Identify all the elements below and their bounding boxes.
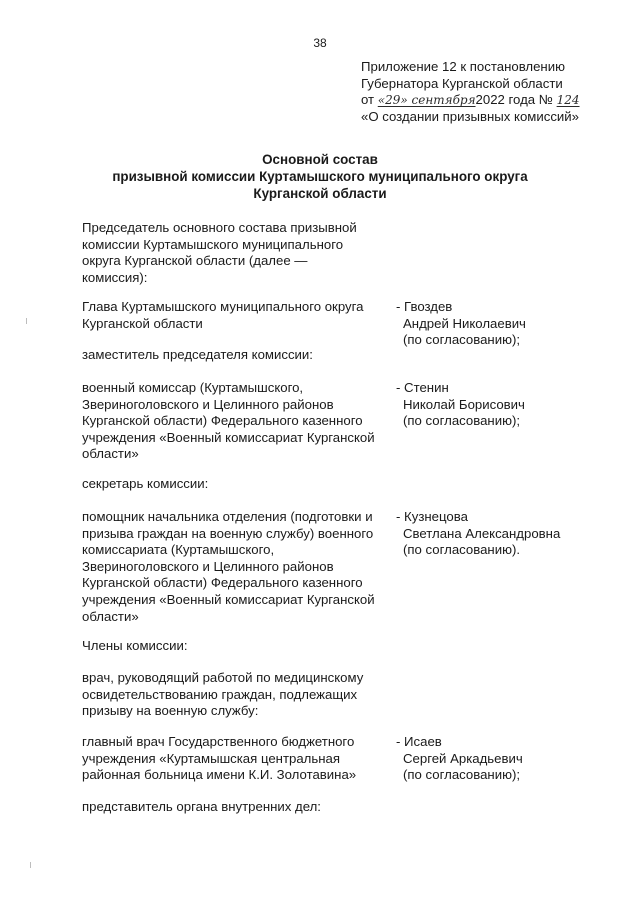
person-surname: - Кузнецова [396, 509, 468, 524]
position-line: Звериноголовского и Целинного районов [82, 396, 334, 412]
chairman-heading-line: комиссия): [82, 269, 148, 285]
document-title [0, 152, 640, 202]
chairman-heading-line: округа Курганской области (далее — [82, 253, 308, 269]
person-name: Андрей Николаевич [403, 315, 526, 331]
position-line: военный комиссар (Куртамышского, [82, 380, 304, 395]
title-line-1: Основной состав [262, 152, 378, 167]
position-line: области» [82, 446, 139, 462]
chairman-heading-line: Председатель основного состава призывной [82, 220, 357, 235]
chairman-heading-line: комиссии Куртамышского муниципального [82, 236, 344, 252]
title-line-3: Курганской области [253, 185, 387, 201]
page-number: 38 [313, 36, 327, 50]
chairman-position [82, 299, 394, 332]
person-note: (по согласованию). [403, 542, 521, 558]
position-line: главный врач Государственного бюджетного [82, 734, 355, 749]
doctor-position [82, 734, 394, 784]
doctor-heading-line: призыву на военную службу: [82, 703, 259, 719]
annex-line-3 [361, 92, 631, 109]
person-name: Светлана Александровна [403, 525, 561, 541]
person-note: (по согласованию); [403, 413, 521, 429]
person-surname: - Исаев [396, 734, 442, 749]
title-line-2: призывной комиссии Куртамышского муниципального округа [112, 168, 528, 184]
deputy-position [82, 380, 394, 463]
handwritten-number: 124 [556, 93, 580, 108]
position-line: Глава Куртамышского муниципального округа [82, 299, 364, 314]
doctor-heading-line: врач, руководящий работой по медицинскому [82, 670, 364, 685]
position-line: учреждения «Куртамышская центральная [82, 750, 340, 766]
position-line: Звериноголовского и Целинного районов [82, 558, 334, 574]
person-note: (по согласованию); [403, 332, 521, 348]
annex-year-number-label: 2022 года № [475, 92, 557, 108]
position-line: помощник начальника отделения (подготовки и [82, 509, 373, 524]
deputy-heading: заместитель председателя комиссии: [82, 347, 313, 362]
deputy-person [396, 380, 586, 430]
scan-speck [26, 318, 27, 324]
position-line: Курганской области [82, 315, 203, 331]
police-heading: представитель органа внутренних дел: [82, 799, 321, 814]
position-line: призыва граждан на военную службу) военного [82, 525, 374, 541]
position-line: комиссариата (Куртамышского, [82, 542, 275, 558]
annex-date-prefix: от [361, 92, 378, 108]
annex-line-2: Губернатора Курганской области [361, 75, 563, 91]
secretary-position [82, 509, 394, 625]
position-line: учреждения «Военный комиссариат Курганской [82, 591, 375, 607]
doctor-person [396, 734, 586, 784]
annex-line-1: Приложение 12 к постановлению [361, 59, 565, 74]
person-name: Николай Борисович [403, 396, 525, 412]
annex-block [361, 59, 631, 125]
person-surname: - Стенин [396, 380, 449, 395]
chairman-person [396, 299, 586, 349]
doctor-heading-line: освидетельствованию граждан, подлежащих [82, 686, 358, 702]
handwritten-date: «29» сентября [377, 93, 476, 108]
scan-speck [30, 862, 31, 868]
chairman-heading [82, 220, 402, 286]
secretary-person [396, 509, 586, 559]
person-surname: - Гвоздев [396, 299, 453, 314]
secretary-heading: секретарь комиссии: [82, 476, 209, 491]
doctor-heading [82, 670, 402, 720]
position-line: Курганской области) Федерального казенного [82, 575, 363, 591]
position-line: Курганской области) Федерального казенного [82, 413, 363, 429]
annex-line-4: «О создании призывных комиссий» [361, 108, 579, 124]
position-line: учреждения «Военный комиссариат Курганской [82, 429, 375, 445]
position-line: районная больница имени К.И. Золотавина» [82, 767, 357, 783]
position-line: области» [82, 608, 139, 624]
members-heading: Члены комиссии: [82, 638, 188, 653]
person-name: Сергей Аркадьевич [403, 750, 523, 766]
person-note: (по согласованию); [403, 767, 521, 783]
